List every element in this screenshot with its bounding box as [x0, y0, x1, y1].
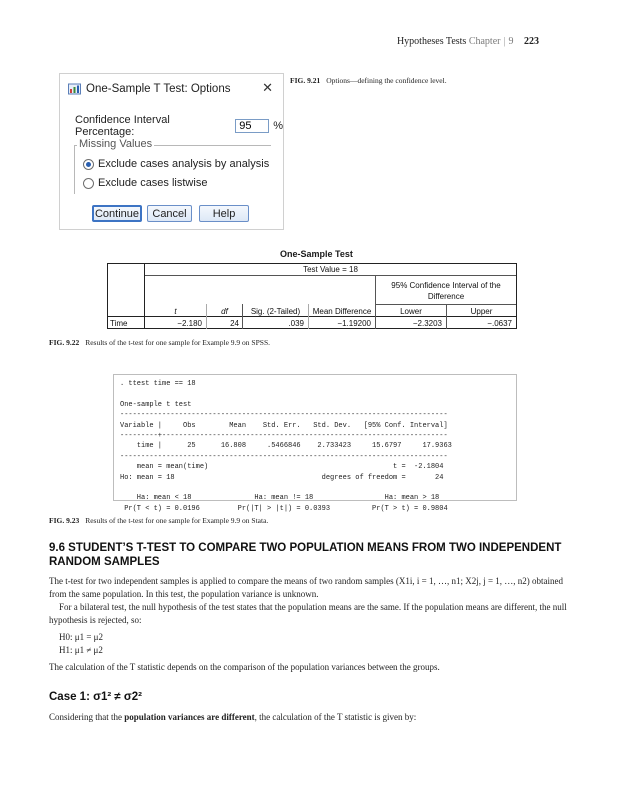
paragraph-3: The calculation of the T statistic depends on the comparison of the population variances between the groups.	[49, 662, 440, 672]
col-header-upper: Upper	[470, 307, 493, 316]
radio-exclude-analysis-label: Exclude cases analysis by analysis	[98, 158, 270, 170]
spss-app-icon	[68, 82, 81, 95]
fig-9-21-label: FIG. 9.21	[290, 76, 321, 85]
missing-values-group	[74, 138, 271, 194]
paragraph-4	[49, 711, 574, 724]
ci-percentage-input[interactable]	[235, 119, 269, 133]
alternative-hypothesis: H1: μ1 ≠ μ2	[59, 645, 103, 655]
dialog-title: One-Sample T Test: Options	[86, 82, 231, 95]
dialog-title-bar	[68, 82, 230, 95]
missing-values-legend: Missing Values	[79, 138, 153, 150]
col-header-df: df	[221, 307, 228, 316]
radio-exclude-listwise[interactable]	[83, 177, 207, 189]
value-mean-diff: −1.19200	[337, 319, 371, 328]
fig-9-21-caption	[290, 76, 447, 85]
col-header-lower: Lower	[400, 307, 422, 316]
fig-9-21-text: Options—defining the confidence level.	[326, 76, 447, 85]
fig-9-23-label: FIG. 9.23	[49, 516, 80, 525]
fig-9-23-text: Results of the t-test for one sample for Example 9.9 on Stata.	[85, 516, 269, 525]
cancel-button[interactable]: Cancel	[147, 205, 192, 222]
test-value-header: Test Value = 18	[303, 265, 358, 274]
col-header-t: t	[174, 307, 177, 316]
fig-9-22-label: FIG. 9.22	[49, 338, 80, 347]
radio-selected-icon[interactable]	[83, 159, 94, 170]
page-number: 223	[524, 36, 539, 47]
stata-output-text: . ttest time == 18 One-sample t test ------------------------------------------------------------------------------ Variable | Obs Mean Std. Err. Std. Dev. [95% Conf. Interval] ---------+-------------------------------------------------------------------- time | 25 16.808 .5466846 2.733423 15.6797 17.9363 ------------------------------------------------------------------------------ mean = mean(time) t = -2.1804 Ho: mean = 18 degrees of freedom = 24 Ha: mean < 18 Ha: mean != 18 Ha: mean > 18 Pr(T < t) = 0.0196 Pr(|T| > |t|) = 0.0393 Pr(T > t) = 0.9804	[120, 380, 452, 513]
value-df: 24	[230, 319, 239, 328]
paragraph-4-start: Considering that the	[49, 712, 125, 722]
ci-header: 95% Confidence Interval of the Difference	[391, 281, 501, 301]
section-title: 9.6 STUDENT’S T-TEST TO COMPARE TWO POPULATION MEANS FROM TWO INDEPENDENT RANDOM SAMPLES	[49, 542, 562, 568]
radio-exclude-listwise-label: Exclude cases listwise	[98, 177, 208, 189]
help-button[interactable]: Help	[199, 205, 249, 222]
paragraph-2: For a bilateral test, the null hypothesis of the test states that the population means are the same. If the population means are different, the null hypothesis is rejected, so:	[49, 602, 567, 625]
radio-exclude-analysis[interactable]	[83, 158, 269, 170]
close-icon[interactable]: ✕	[262, 80, 273, 95]
null-hypothesis: H0: μ1 = μ2	[59, 632, 103, 642]
spss-output-table	[107, 263, 517, 329]
ci-label: Confidence Interval Percentage:	[75, 114, 170, 138]
header-chapter: Chapter	[468, 36, 501, 47]
continue-button[interactable]: Continue	[92, 205, 142, 222]
radio-unselected-icon[interactable]	[83, 178, 94, 189]
value-sig: .039	[288, 319, 304, 328]
running-header: Hypotheses Tests Chapter | 9 223	[396, 36, 539, 47]
row-label-time: Time	[110, 319, 128, 328]
spss-table-title: One-Sample Test	[280, 249, 353, 259]
paragraph-4-bold: population variances are different	[124, 712, 255, 722]
fig-9-22-caption	[49, 338, 270, 347]
paragraph-4-end: , the calculation of the T statistic is given by:	[254, 712, 417, 722]
options-dialog	[59, 73, 284, 230]
value-lower: −2.3203	[412, 319, 442, 328]
fig-9-23-caption	[49, 516, 268, 525]
col-header-sig: Sig. (2-Tailed)	[250, 307, 301, 316]
value-upper: −.0637	[487, 319, 512, 328]
ci-percent-sign: %	[273, 120, 283, 132]
header-chapter-no: 9	[508, 36, 514, 47]
fig-9-22-text: Results of the t-test for one sample for Example 9.9 on SPSS.	[85, 338, 270, 347]
header-title: Hypotheses Tests	[396, 36, 467, 47]
paragraph-1: The t-test for two independent samples is applied to compare the means of two random samples (X1i, i = 1, …, n1; X2j, j = 1, …, n2) obtained from the same population. In this test, the population variance is unknown.	[49, 576, 564, 599]
stata-output	[113, 374, 517, 513]
case-1-heading: Case 1: σ1² ≠ σ2²	[49, 691, 142, 703]
value-t: −2.180	[177, 319, 202, 328]
col-header-mean-diff: Mean Difference	[312, 307, 372, 316]
ci-row	[75, 114, 283, 138]
